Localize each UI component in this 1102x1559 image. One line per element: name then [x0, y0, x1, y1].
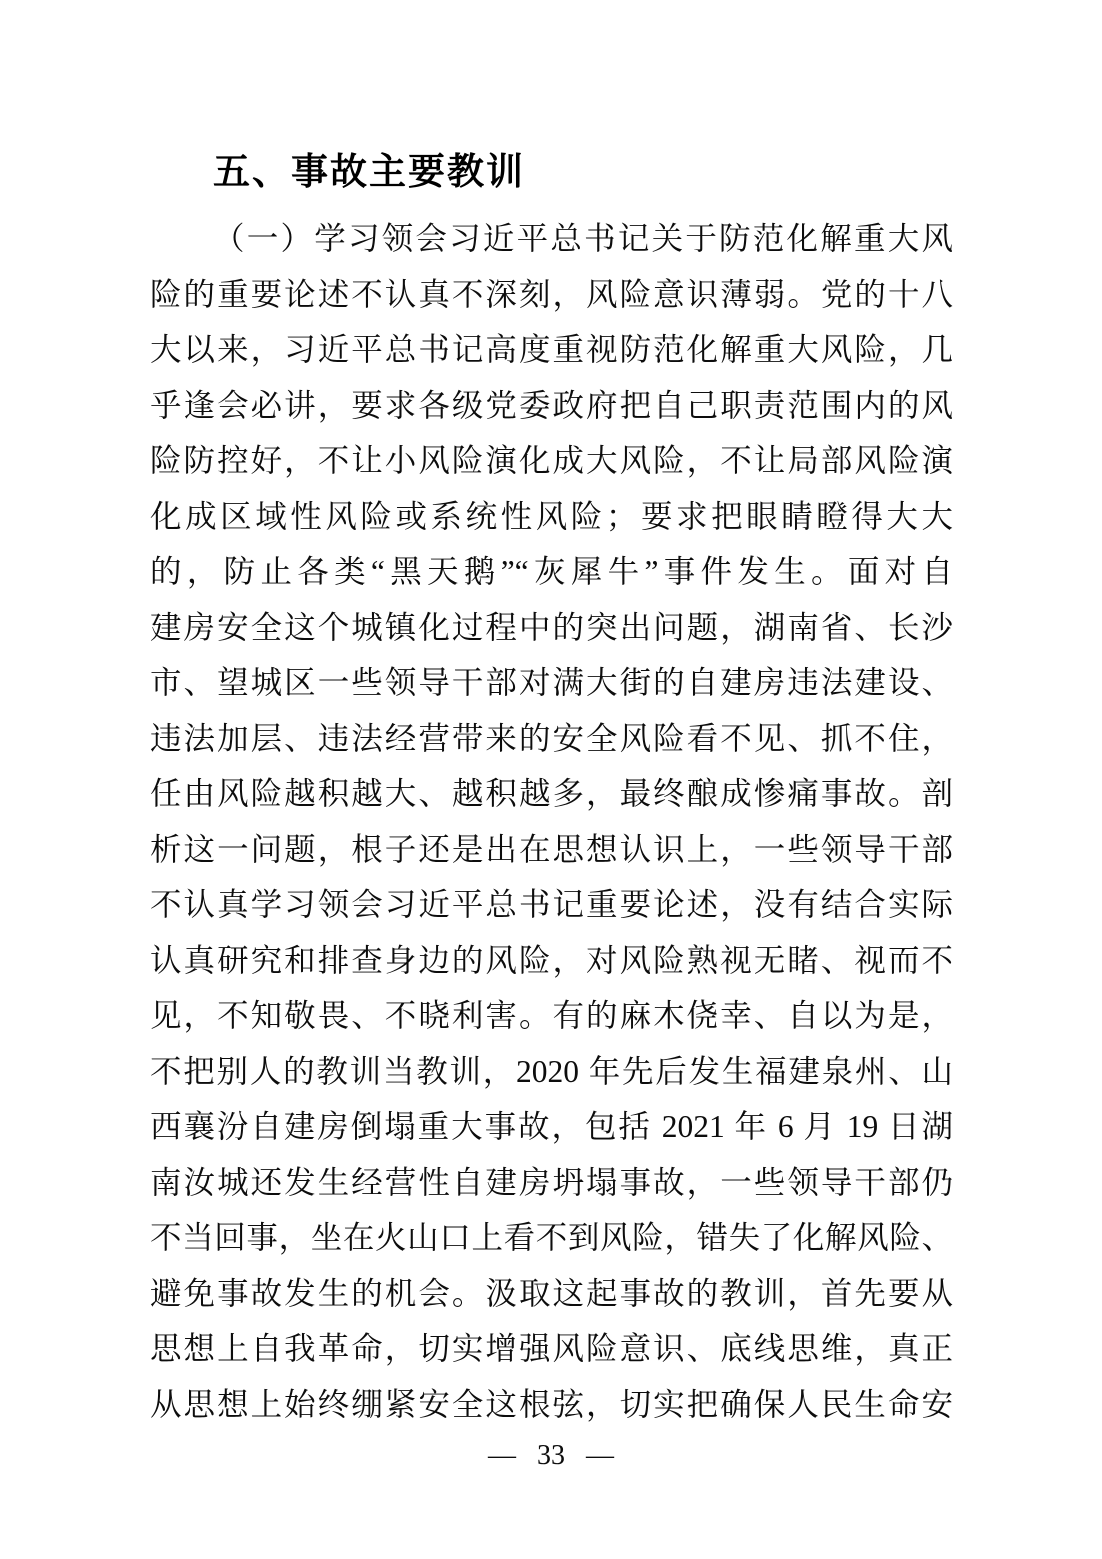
paragraph-line: 不把别人的教训当教训，2020 年先后发生福建泉州、山 — [150, 1053, 953, 1089]
paragraph-line: 大以来，习近平总书记高度重视防范化解重大风险，几 — [150, 332, 953, 367]
paragraph-line: 见，不知敬畏、不晓利害。有的麻木侥幸、自以为是， — [150, 998, 953, 1033]
paragraph-line: 的，防止各类“黑天鹅”“灰犀牛”事件发生。面对自 — [150, 554, 953, 589]
paragraph-line: 市、望城区一些领导干部对满大街的自建房违法建设、 — [150, 665, 953, 700]
paragraph-line: 不当回事，坐在火山口上看不到风险，错失了化解风险、 — [150, 1220, 953, 1255]
paragraph-line: 避免事故发生的机会。汲取这起事故的教训，首先要从 — [150, 1275, 953, 1311]
page-number: — 33 — — [488, 1440, 614, 1471]
section-heading: 五、事故主要教训 — [213, 151, 525, 192]
paragraph-line: 险的重要论述不认真不深刻，风险意识薄弱。党的十八 — [150, 276, 953, 312]
paragraph-line: 险防控好，不让小风险演化成大风险，不让局部风险演 — [150, 443, 953, 478]
paragraph-line: 任由风险越积越大、越积越多，最终酿成惨痛事故。剖 — [150, 776, 953, 811]
paragraph-line: 思想上自我革命，切实增强风险意识、底线思维，真正 — [150, 1331, 953, 1366]
paragraph-line: 认真研究和排查身边的风险，对风险熟视无睹、视而不 — [150, 942, 953, 978]
paragraph-line: 不认真学习领会习近平总书记重要论述，没有结合实际 — [150, 887, 953, 922]
paragraph-line: 南汝城还发生经营性自建房坍塌事故，一些领导干部仍 — [150, 1164, 953, 1200]
paragraph-line: 乎逢会必讲，要求各级党委政府把自己职责范围内的风 — [150, 387, 953, 423]
paragraph-line: 析这一问题，根子还是出在思想认识上，一些领导干部 — [150, 831, 953, 867]
text-block — [150, 150, 953, 1432]
paragraph-line: （一）学习领会习近平总书记关于防范化解重大风 — [213, 221, 953, 256]
paragraph-line: 违法加层、违法经营带来的安全风险看不见、抓不住， — [150, 720, 953, 756]
paragraph — [150, 211, 953, 1432]
paragraph-line: 从思想上始终绷紧安全这根弦，切实把确保人民生命安 — [150, 1386, 953, 1422]
paragraph-line: 建房安全这个城镇化过程中的突出问题，湖南省、长沙 — [150, 609, 953, 645]
paragraph-line: 西襄汾自建房倒塌重大事故，包括 2021 年 6 月 19 日湖 — [150, 1109, 953, 1144]
paragraph-line: 化成区域性风险或系统性风险；要求把眼睛瞪得大大 — [150, 498, 953, 534]
